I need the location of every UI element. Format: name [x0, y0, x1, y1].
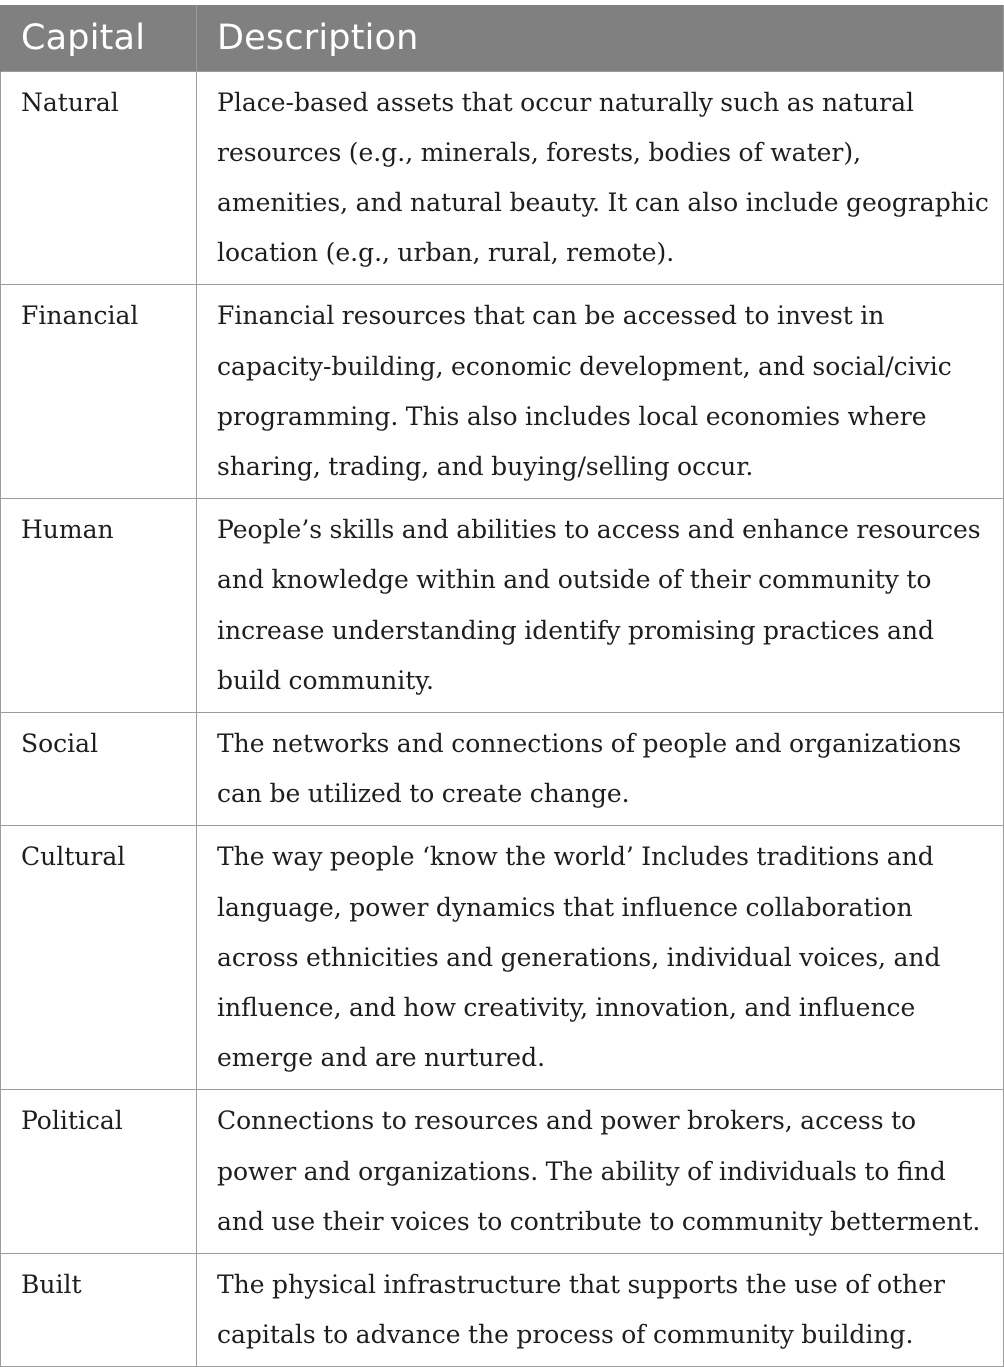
capital-description: Place-based assets that occur naturally such as natural resources (e.g., minerals, forests, bodies of water), amenities, and natural beauty. It can also include geographic location (e.g., urban, rural, remote). — [197, 71, 1004, 285]
table-row — [1, 1090, 1004, 1254]
capital-description: Connections to resources and power brokers, access to power and organizations. The ability of individuals to find and use their voices to contribute to community betterment. — [197, 1090, 1004, 1254]
capital-name: Cultural — [1, 826, 197, 1090]
table-row — [1, 826, 1004, 1090]
capital-description: Financial resources that can be accessed to invest in capacity-building, economic development, and social/civic programming. This also includes local economies where sharing, trading, and buying/selling occur. — [197, 285, 1004, 499]
capital-name: Natural — [1, 71, 197, 285]
capital-description: The way people ‘know the world’ Includes traditions and language, power dynamics that influence collaboration across ethnicities and generations, individual voices, and influence, and how creativity, innovation, and influence emerge and are nurtured. — [197, 826, 1004, 1090]
table-header-row — [1, 5, 1004, 71]
table-row — [1, 499, 1004, 713]
table-row — [1, 285, 1004, 499]
capital-description: People’s skills and abilities to access and enhance resources and knowledge within and outside of their community to increase understanding identify promising practices and build community. — [197, 499, 1004, 713]
capital-name: Political — [1, 1090, 197, 1254]
table-row — [1, 71, 1004, 285]
table-row — [1, 712, 1004, 825]
table-row — [1, 1253, 1004, 1366]
capitals-table — [0, 5, 1004, 1367]
capital-name: Social — [1, 712, 197, 825]
capitals-table-container — [0, 5, 1003, 1367]
capital-name: Human — [1, 499, 197, 713]
capital-description: The physical infrastructure that supports the use of other capitals to advance the process of community building. — [197, 1253, 1004, 1366]
header-capital: Capital — [1, 5, 197, 71]
header-description: Description — [197, 5, 1004, 71]
capital-description: The networks and connections of people and organizations can be utilized to create change. — [197, 712, 1004, 825]
capital-name: Financial — [1, 285, 197, 499]
capital-name: Built — [1, 1253, 197, 1366]
